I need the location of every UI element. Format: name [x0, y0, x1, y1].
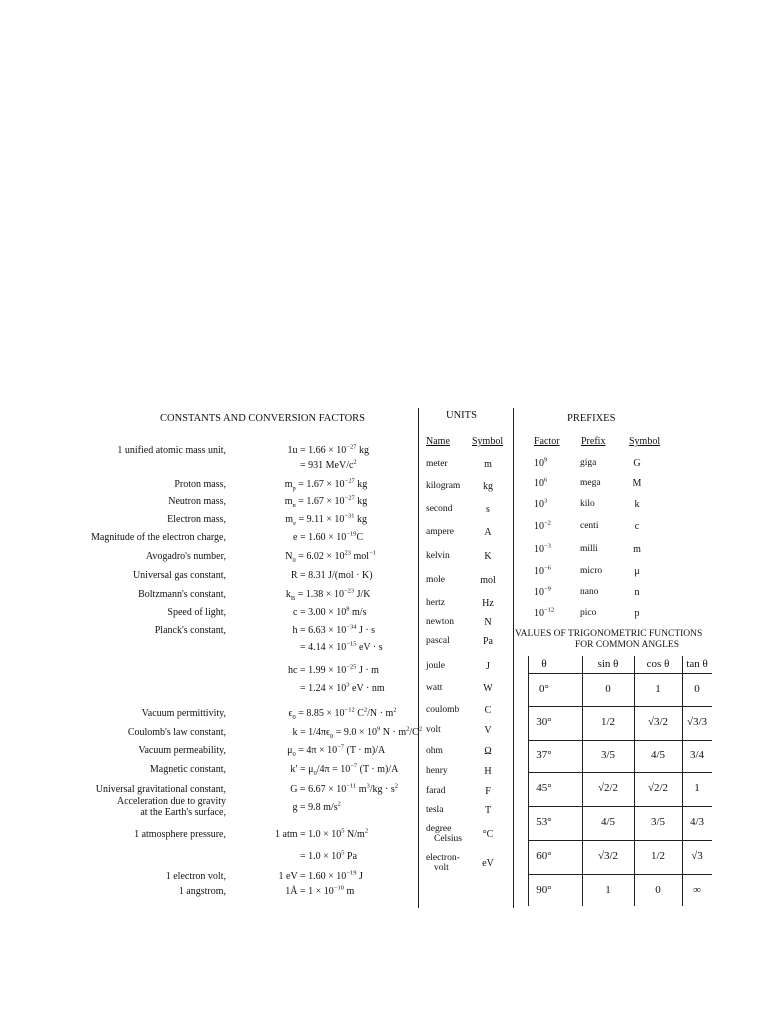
unit-name: electron- [426, 853, 460, 863]
unit-symbol: °C [482, 829, 494, 840]
unit-symbol: N [484, 617, 492, 628]
value-unit: eV · nm [349, 683, 385, 694]
factor-base: 10 [534, 521, 544, 532]
unit-symbol: T [484, 805, 492, 816]
prefix-symbol: n [634, 587, 640, 598]
unit-symbol: eV [482, 858, 494, 869]
value-text: k = 1/4πϵ [292, 727, 331, 738]
unit-name: volt [426, 725, 441, 735]
constant-value [285, 496, 445, 507]
trig-cell: 3/5 [650, 816, 666, 828]
trig-header: sin θ [597, 658, 619, 670]
constant-value [287, 745, 447, 756]
constant-label: Avogadro's number, [145, 551, 226, 562]
prefix-name: pico [580, 608, 597, 618]
value-subscript: 0 [292, 751, 296, 758]
value-unit-exponent: 2 [406, 725, 410, 733]
prefix-factor [534, 608, 554, 619]
value-text: k [285, 589, 291, 600]
constant-label: 1 unified atomic mass unit, [117, 445, 226, 456]
prefixes-col-symbol: Symbol [629, 436, 661, 447]
factor-base: 10 [534, 478, 544, 489]
value-unit: kg [354, 514, 368, 525]
value-text: = 931 MeV/c [300, 460, 354, 471]
unit-symbol: K [484, 551, 492, 562]
value-text-2: = 6.02 × 10 [295, 551, 345, 562]
value-exponent: −7 [337, 743, 344, 751]
trig-cell: ∞ [693, 884, 701, 896]
factor-base: 10 [534, 544, 544, 555]
trig-cell: √3/3 [686, 716, 708, 728]
trig-header: cos θ [646, 658, 670, 670]
unit-name: coulomb [426, 705, 460, 715]
constant-label: 1 angstrom, [178, 886, 226, 897]
unit-symbol: F [485, 786, 491, 797]
trig-cell: 4/5 [650, 749, 666, 761]
units-col-symbol: Symbol [472, 436, 504, 447]
prefixes-title: PREFIXES [567, 413, 616, 424]
trig-row-line [528, 806, 712, 807]
factor-exponent: −12 [544, 606, 555, 614]
value-text: m [284, 496, 293, 507]
unit-name: meter [426, 459, 448, 469]
unit-name: ohm [426, 746, 443, 756]
prefix-name: centi [580, 521, 599, 531]
value-exponent: −15 [346, 640, 357, 648]
prefixes-col-prefix: Prefix [581, 436, 606, 447]
constant-label: Acceleration due to gravity [116, 796, 226, 807]
unit-name: hertz [426, 598, 445, 608]
factor-base: 10 [534, 587, 544, 598]
unit-name: degree [426, 824, 452, 834]
trig-cell: 4/3 [689, 816, 705, 828]
value-text: ϵ [288, 708, 293, 719]
factor-exponent: −9 [544, 585, 551, 593]
value-text-2: = 9.11 × 10 [295, 514, 345, 525]
value-unit: (T · m)/A [357, 764, 399, 775]
value-unit: mol [351, 551, 370, 562]
constant-label: Speed of light, [167, 607, 226, 618]
value-unit: m [356, 784, 367, 795]
constant-value [288, 708, 448, 719]
prefix-name: giga [580, 458, 597, 468]
value-subscript: B [290, 595, 296, 602]
trig-cell: √2/2 [647, 782, 669, 794]
units-title: UNITS [446, 410, 477, 421]
unit-name: joule [426, 661, 445, 671]
value-exponent: 3 [346, 681, 350, 689]
unit-symbol: Pa [483, 636, 493, 647]
trig-row-line [528, 740, 712, 741]
prefix-name: kilo [580, 499, 595, 509]
value-exponent: −10 [333, 884, 344, 892]
factor-exponent: −2 [544, 519, 551, 527]
value-unit: N · m [380, 727, 407, 738]
value-exponent: 5 [341, 827, 345, 835]
trig-cell: 0 [655, 884, 661, 896]
factor-base: 10 [534, 458, 544, 469]
value-text: k′ = μ [290, 764, 314, 775]
value-text-2: = 1.38 × 10 [295, 589, 344, 600]
value-unit: (T · m)/A [344, 745, 386, 756]
value-text: = 1.0 × 10 [300, 851, 342, 862]
constant-label: Vacuum permittivity, [141, 708, 226, 719]
trig-row-line [528, 840, 712, 841]
constant-label: 1 electron volt, [165, 871, 226, 882]
value-unit: J · s [356, 625, 376, 636]
trig-cell: 60° [536, 850, 552, 862]
value-unit-2-exponent: 2 [418, 725, 423, 733]
value-text-2: = 1.67 × 10 [295, 479, 345, 490]
value-exponent: −19 [346, 530, 357, 538]
prefixes-col-factor: Factor [534, 436, 560, 447]
value-exponent: −23 [343, 587, 355, 595]
value-text-2: = 8.85 × 10 [295, 708, 345, 719]
trig-cell: 3/4 [689, 749, 705, 761]
constant-label: Electron mass, [167, 514, 226, 525]
trig-cell: 1/2 [600, 716, 616, 728]
factor-exponent: 9 [544, 456, 548, 464]
prefix-factor [534, 544, 551, 555]
prefix-name: nano [580, 587, 599, 597]
unit-symbol: J [486, 661, 490, 672]
prefix-factor [534, 499, 547, 510]
value-text: e = 1.60 × 10 [293, 532, 347, 543]
trig-cell: 1 [605, 884, 611, 896]
value-exponent: −25 [346, 663, 357, 671]
constant-label: Proton mass, [174, 479, 226, 490]
prefix-name: mega [580, 478, 601, 488]
value-text: g = 9.8 m/s [292, 802, 338, 813]
value-unit-2-exponent: 2 [393, 706, 397, 714]
unit-symbol: s [486, 504, 490, 515]
value-text: N [285, 551, 293, 562]
value-unit: m [343, 886, 355, 897]
value-unit: C [356, 532, 364, 543]
value-text-2: = 1.67 × 10 [295, 496, 345, 507]
value-unit: J/K [354, 589, 371, 600]
value-subscript: 0 [292, 714, 296, 721]
unit-symbol: A [484, 527, 492, 538]
trig-cell: 0 [605, 683, 611, 695]
trig-cell: √3 [691, 850, 703, 862]
constant-label: Planck's constant, [154, 625, 226, 636]
value-subscript: e [293, 520, 296, 527]
value-unit: m/s [349, 607, 367, 618]
value-text: μ [287, 745, 293, 756]
constant-label: Magnitude of the electron charge, [90, 532, 226, 543]
trig-cell: 1 [694, 782, 700, 794]
value-text: m [285, 514, 294, 525]
trig-row-line [528, 874, 712, 875]
value-text: c = 3.00 × 10 [293, 607, 347, 618]
unit-symbol: mol [480, 575, 496, 586]
value-unit-2: /kg · s [369, 784, 395, 795]
value-text: h = 6.63 × 10 [292, 625, 347, 636]
prefix-symbol: c [634, 521, 640, 532]
trig-cell: 1/2 [650, 850, 666, 862]
constant-label: Boltzmann's constant, [138, 589, 226, 600]
unit-name: newton [426, 617, 454, 627]
unit-name: second [426, 504, 453, 514]
unit-symbol: m [484, 459, 492, 470]
unit-symbol: C [484, 705, 492, 716]
value-exponent: 23 [344, 549, 352, 557]
constant-label: Universal gravitational constant, [95, 784, 226, 795]
value-text: hc = 1.99 × 10 [288, 665, 347, 676]
unit-name-line2: Celsius [434, 834, 462, 844]
value-unit-exponent: 3 [366, 782, 370, 790]
value-exponent: −31 [344, 512, 355, 520]
constant-value [286, 589, 446, 600]
unit-symbol: W [483, 683, 493, 694]
trig-row-line [528, 706, 712, 707]
prefix-symbol: M [632, 478, 642, 489]
value-text: = 4.14 × 10 [300, 642, 347, 653]
trig-cell: 0° [539, 683, 549, 695]
prefix-factor [534, 521, 551, 532]
prefix-factor [534, 458, 547, 469]
unit-name-line2: volt [434, 863, 449, 873]
prefix-factor [534, 566, 551, 577]
prefix-name: milli [580, 544, 598, 554]
value-subscript: n [292, 502, 296, 509]
value-exponent: 9 [377, 725, 381, 733]
unit-symbol: kg [483, 481, 493, 492]
constant-value [288, 445, 448, 456]
factor-exponent: −6 [544, 564, 551, 572]
prefix-name: micro [580, 566, 603, 576]
value-subscript: p [292, 485, 296, 492]
value-unit-exponent: 2 [363, 706, 368, 714]
trig-cell: √3/2 [597, 850, 619, 862]
factor-exponent: 6 [544, 476, 548, 484]
value-exponent: −27 [344, 477, 355, 485]
units-col-name: Name [426, 436, 450, 447]
prefix-symbol: k [634, 499, 640, 510]
value-unit: J · m [356, 665, 379, 676]
trig-cell: √2/2 [597, 782, 619, 794]
unit-name: kilogram [426, 481, 461, 491]
factor-base: 10 [534, 499, 544, 510]
value-exponent: 8 [346, 605, 350, 613]
prefix-symbol: m [633, 544, 641, 555]
trig-cell: 1 [655, 683, 661, 695]
unit-symbol: H [484, 766, 492, 777]
value-unit: Pa [344, 851, 358, 862]
value-exponent: −27 [344, 494, 355, 502]
unit-symbol: Ω [484, 746, 492, 757]
trig-cell: 30° [536, 716, 552, 728]
prefix-factor [534, 478, 547, 489]
value-text: G = 6.67 × 10 [290, 784, 347, 795]
trig-cell: 45° [536, 782, 552, 794]
constant-label: Neutron mass, [168, 496, 226, 507]
value-unit-2-exponent: 2 [394, 782, 398, 790]
constant-value [285, 886, 445, 897]
trig-header: tan θ [686, 658, 708, 670]
unit-name: henry [426, 766, 448, 776]
trig-header: θ [541, 658, 547, 670]
value-unit-2: /N · m [367, 708, 394, 719]
constant-value [288, 665, 448, 676]
value-text: 1u = 1.66 × 10 [287, 445, 347, 456]
value-text: m [284, 479, 293, 490]
value-unit-exponent: 2 [364, 827, 369, 835]
prefix-symbol: μ [634, 566, 640, 577]
trig-title-line1: VALUES OF TRIGONOMETRIC FUNCTIONS [515, 629, 703, 639]
value-exponent: −27 [346, 443, 357, 451]
value-text: 1Å = 1 × 10 [285, 886, 334, 897]
constant-value [285, 551, 445, 562]
value-exponent: −12 [344, 706, 355, 714]
prefix-symbol: p [634, 608, 640, 619]
factor-base: 10 [534, 608, 544, 619]
value-unit: eV · s [356, 642, 383, 653]
value-exponent: 2 [337, 800, 341, 808]
trig-cell: 90° [536, 884, 552, 896]
unit-name: farad [426, 786, 446, 796]
unit-name: kelvin [426, 551, 450, 561]
value-text: 1 atm = 1.0 × 10 [275, 829, 342, 840]
unit-name: pascal [426, 636, 450, 646]
value-text-2: = 4π × 10 [295, 745, 338, 756]
constant-value [285, 514, 445, 525]
value-unit: kg [356, 445, 369, 456]
constants-title: CONSTANTS AND CONVERSION FACTORS [160, 413, 366, 424]
trig-cell: 4/5 [600, 816, 616, 828]
value-exponent: 2 [353, 458, 357, 466]
value-unit: kg [354, 496, 368, 507]
constant-value [275, 829, 435, 840]
unit-name: tesla [426, 805, 444, 815]
value-unit: N/m [344, 829, 365, 840]
value-text: = 1.24 × 10 [300, 683, 347, 694]
constant-label-line2: at the Earth's surface, [140, 807, 226, 818]
value-text: R = 8.31 J/(mol · K) [290, 570, 373, 581]
unit-name: mole [426, 575, 445, 585]
prefix-symbol: G [633, 458, 641, 469]
trig-cell: 0 [694, 683, 700, 695]
value-exponent: −34 [346, 623, 357, 631]
constant-value [279, 871, 439, 882]
constant-label: Coulomb's law constant, [127, 727, 226, 738]
trig-row-line [528, 772, 712, 773]
unit-name: ampere [426, 527, 454, 537]
value-unit: kg [354, 479, 368, 490]
value-text-2: /4π = 10 [316, 764, 351, 775]
factor-exponent: −3 [544, 542, 551, 550]
trig-cell: 53° [536, 816, 552, 828]
unit-symbol: Hz [482, 598, 494, 609]
unit-symbol: V [484, 725, 492, 736]
constant-label: Vacuum permeability, [138, 745, 226, 756]
factor-base: 10 [534, 566, 544, 577]
trig-title-line2: FOR COMMON ANGLES [575, 640, 679, 650]
value-unit: C [354, 708, 364, 719]
trig-cell: √3/2 [647, 716, 669, 728]
value-text-2: = 9.0 × 10 [333, 727, 378, 738]
unit-name: watt [426, 683, 443, 693]
constant-label: Universal gas constant, [132, 570, 226, 581]
constant-label: 1 atmosphere pressure, [134, 829, 226, 840]
value-subscript: 0 [292, 557, 296, 564]
value-unit-exponent: −1 [369, 549, 377, 557]
value-subscript: 0 [313, 770, 317, 777]
prefix-factor [534, 587, 551, 598]
value-text: 1 eV = 1.60 × 10 [278, 871, 347, 882]
value-unit: J [356, 871, 363, 882]
value-unit-2: /C [409, 727, 419, 738]
value-exponent: −11 [346, 782, 357, 790]
value-exponent: 5 [341, 849, 345, 857]
trig-cell: 3/5 [600, 749, 616, 761]
value-subscript: 0 [330, 733, 334, 740]
value-exponent: −19 [346, 869, 357, 877]
factor-exponent: 3 [544, 497, 548, 505]
constant-label: Magnetic constant, [149, 764, 226, 775]
constant-value [285, 479, 445, 490]
trig-row-line [528, 673, 712, 674]
value-exponent: −7 [350, 762, 358, 770]
trig-cell: 37° [536, 749, 552, 761]
